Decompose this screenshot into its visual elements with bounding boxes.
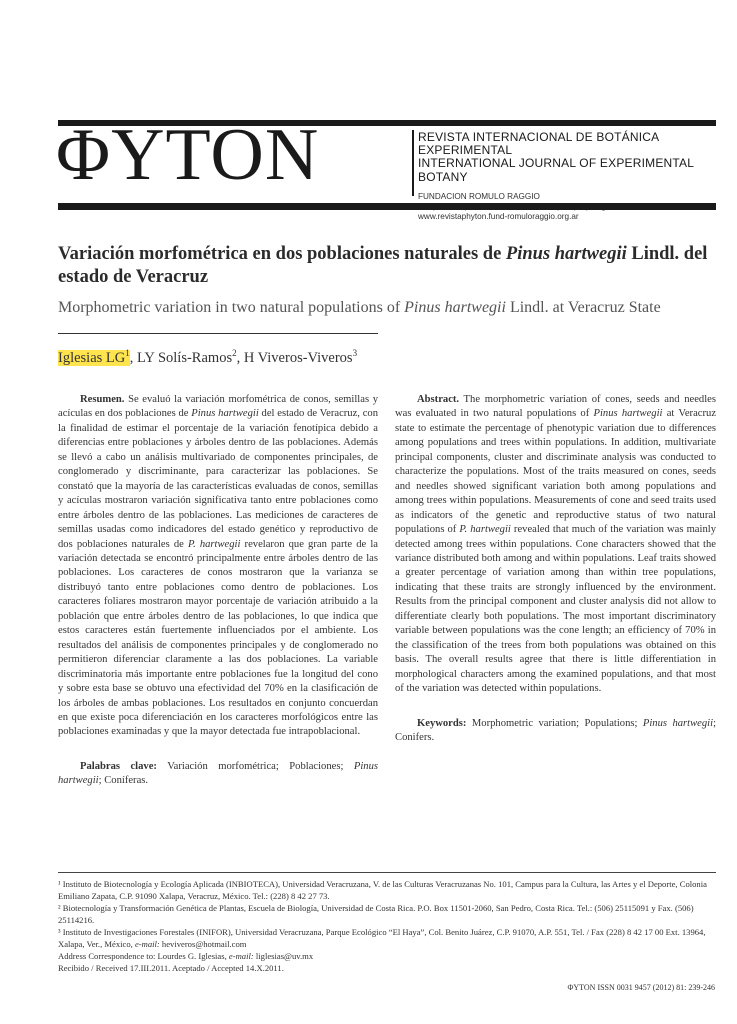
author-1-affil: 1 [125, 348, 130, 358]
keywords-label: Keywords: [417, 717, 467, 729]
resumen-text-3: revelaron que gran parte de la variación detectada se encontró principalmente entre árboles dentro de las poblaciones. Los caracteres de conos mostraron que la varianza se distribuyó tanto entre poblaciones como dentro de poblaciones. Los caracteres foliares mostraron mayor porcentaje de variación atribuido a la población que entre árboles dentro de las poblaciones, lo que indica que estos caracteres están fuertemente influenciados por el ambiente. Los resultados del análisis de componentes principales y de conglomerado no permitieron diferenciar claramente a las dos poblaciones. La variable discriminatoria más importante entre poblaciones fue la longitud del cono y sobre esta base se obtuvo una efectividad del 70% en la clasificación de los árboles de ambas poblaciones. Los resultados en conjunto concuerdan en que existe poca diferenciación en los caracteres morfológicos entre las poblaciones examinadas y que la mayor detectada fue intrapoblacional. [58, 538, 378, 738]
author-1: Iglesias LG [58, 349, 126, 366]
article-title-english [58, 298, 728, 317]
keywords [395, 717, 716, 746]
correspondence [58, 950, 718, 962]
received-accepted: Recibido / Received 17.III.2011. Aceptado / Accepted 14.X.2011. [58, 963, 284, 974]
abstract-species: Pinus hartwegii [593, 408, 663, 420]
abstract-text-3: revealed that much of the variation was mainly detected among trees within populations. Cone characters showed that the variance distributed both among and within populations. Leaf traits showed a greater percentage of variation among than within tree populations, indicating that these traits are strongly influenced by the environment. Results from the principal component and cluster analysis did not allow to differentiate clearly both populations. The most important discriminatory variable between populations was the cone length; an efficiency of 70% in the classification of the trees from both populations was obtained on this basis. The overall results agree that there is little differentiation in morphological characters among the examined populations, and that most of the variation was detected within populations. [395, 524, 716, 695]
abstract-text-1: The morphometric variation of cones, seeds and needles was evaluated in two natural populations of [395, 394, 716, 420]
publisher-website[interactable]: www.revistaphyton.fund-romuloraggio.org.ar [418, 212, 579, 222]
footnote-rule [58, 872, 716, 873]
footnote-2: ² Biotecnología y Transformación Genética de Plantas, Escuela de Biología, Universidad de Costa Rica. P.O. Box 11501-2060, San Pedro, Costa Rica. Tel.: (506) 25115091 y Fax. (506) 25114216. [58, 903, 694, 926]
correspondence-email-label: e-mail: [228, 951, 254, 962]
keywords-text: Morphometric variation; Populations; [466, 717, 643, 729]
title-es-text-end: Lindl. del estado de Veracruz [58, 244, 708, 287]
author-2-affil: 2 [232, 348, 237, 358]
author-3: , H Viveros-Viveros [236, 349, 353, 366]
palabras-clave-end: ; Coníferas. [98, 775, 149, 787]
correspondence-text: Address Correspondence to: Lourdes G. Iglesias, [58, 951, 229, 962]
abstract-text-2: at Veracruz state to estimate the percentage of phenotypic variation due to differences among populations and trees within populations. In addition, multivariate principal components, cluster and discriminate analysis was conducted to characterize the populations. Most of the traits measured on cones, seeds and needles showed significant variation both among populations and among trees within populations. Measurements of cone and seed traits used as indicators of the genetic and reproductive status of two natural populations of [395, 408, 717, 536]
author-highlighted[interactable] [58, 350, 130, 366]
palabras-clave-text: Variación morfométrica; Poblaciones; [156, 760, 354, 772]
title-en-text: Morphometric variation in two natural populations of [58, 299, 405, 316]
keywords-species: Pinus hartwegii [642, 717, 714, 729]
title-en-species: Pinus hartwegii [404, 299, 506, 316]
footnote-3 [58, 926, 718, 950]
footnote-1: ¹ Instituto de Biotecnología y Ecología Aplicada (INBIOTECA), Universidad Veracruzana, V. de las Culturas Veracruzanas No. 101, Campus para la Cultura, las Artes y el Deporte, Colonia Emiliano Zapata, C.P. 91090 Xalapa, Veracruz, México. Tel.: (228) 8 42 27 73. [58, 879, 707, 902]
footnote-3-email-label: e-mail: [134, 939, 160, 950]
resumen-paragraph [58, 393, 378, 740]
resumen-label: Resumen. [80, 394, 125, 405]
correspondence-email[interactable]: liglesias@uv.mx [253, 951, 314, 962]
resumen-column [58, 393, 378, 789]
resumen-text-2: del estado de Veracruz, con la finalidad de estimar el porcentaje de la variación fenotípica debido a diferencias entre poblaciones y árboles dentro de las poblaciones. Además se llevó a cabo un análisis multivariado de componentes principales, de conglomerado y discriminante, para caracterizar las poblaciones. Se constató que la mayoría de las características evaluadas de conos, semillas y acículas mostraron variación significativa tanto entre poblaciones como entre árboles dentro de las poblaciones. Las mediciones de caracteres de semillas usadas como indicadores del estado genético y reproductivo de dos poblaciones naturales de [58, 408, 379, 550]
masthead-bottom-rule [58, 203, 716, 210]
keywords-end: ; Conifers. [395, 717, 717, 743]
author-list [58, 348, 357, 367]
footnotes [58, 878, 718, 974]
page-citation: ΦYTON ISSN 0031 9457 (2012) 81: 239-246 [567, 983, 715, 992]
journal-logo: ΦYTON [56, 114, 320, 196]
title-en-text-end: Lindl. at Veracruz State [505, 299, 661, 316]
abstract-species-short: P. hartwegii [459, 524, 511, 536]
journal-title-en: INTERNATIONAL JOURNAL OF EXPERIMENTAL BOTANY [418, 156, 694, 184]
journal-title-es: REVISTA INTERNACIONAL DE BOTÁNICA EXPERIMENTAL [418, 130, 659, 158]
palabras-clave-species: Pinus hartwegii [58, 760, 378, 787]
resumen-species: Pinus hartwegii [191, 408, 259, 420]
author-3-affil: 3 [352, 348, 358, 358]
masthead-divider [412, 130, 414, 196]
title-es-text: Variación morfométrica en dos poblaciones naturales de [58, 244, 506, 264]
footnote-3-email[interactable]: heviveros@hotmail.com [159, 939, 247, 950]
publisher-name: FUNDACION ROMULO RAGGIO [418, 191, 540, 201]
article-title-spanish [58, 243, 718, 289]
footnote-3-text: ³ Instituto de Investigaciones Forestales (INIFOR), Universidad Veracruzana, Parque Ecológico “El Haya”, Col. Benito Juárez, C.P. 91070, A.P. 551, Tel. / Fax (228) 8 42 17 00 Ext. 13964, Xalapa, Ver., México, [58, 927, 706, 950]
abstract-column [395, 393, 716, 745]
author-2: , LY Solís-Ramos [129, 349, 233, 366]
resumen-text-1: Se evaluó la variación morfométrica de conos, semillas y acículas en dos poblaciones de [58, 394, 378, 420]
abstract-label: Abstract. [417, 394, 460, 405]
palabras-clave-label: Palabras clave: [80, 760, 157, 772]
resumen-species-short: P. hartwegii [187, 538, 241, 550]
title-es-species: Pinus hartwegii [505, 244, 627, 264]
abstract-paragraph [395, 393, 716, 697]
palabras-clave [58, 760, 378, 789]
title-rule [58, 333, 378, 334]
